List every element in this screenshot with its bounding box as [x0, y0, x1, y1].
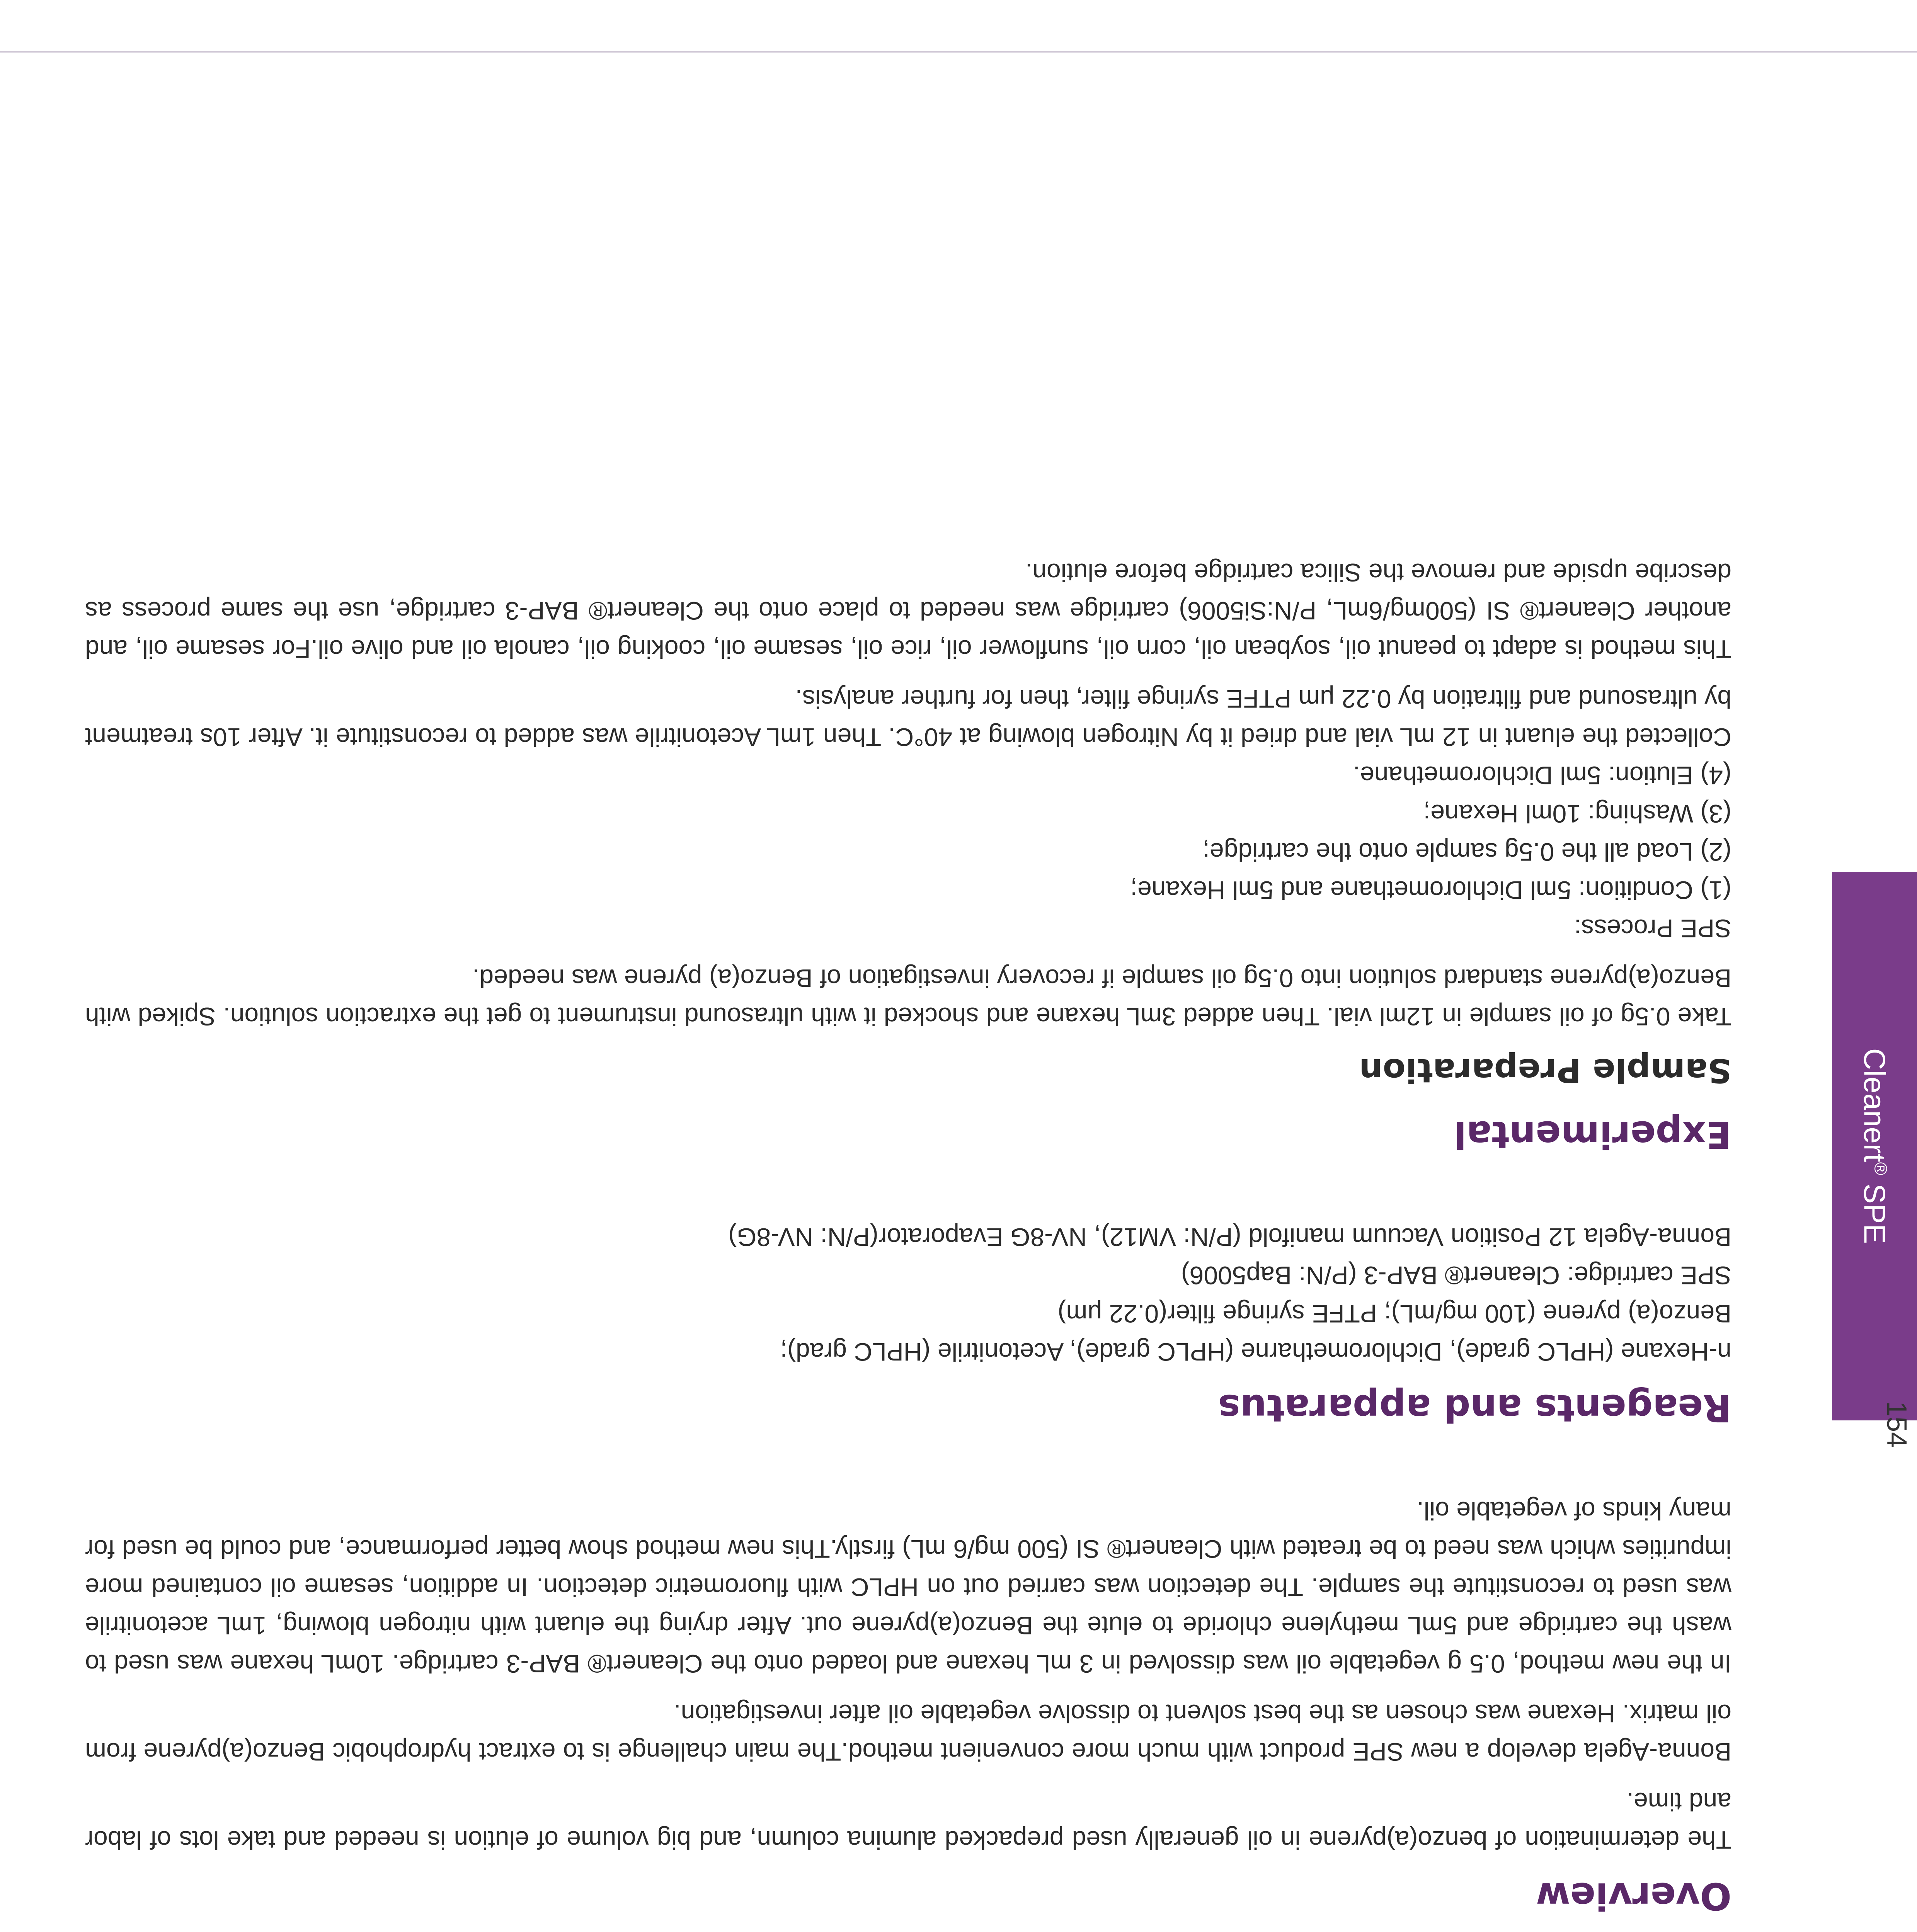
overview-paragraph: Bonna-Agela develop a new SPE product with much more convenient method.The main challenge is to extract hydrophobic Benzo(a)pyrene from oil matrix. Hexane was chosen as the best solvent to dissolve vegetable oil after investigation. [85, 1699, 1731, 1766]
overview-heading: Overview [1536, 1874, 1731, 1918]
reagent-line: SPE cartridge: Cleanert® BAP-3 (P/N: Bap5006) [1181, 1261, 1731, 1290]
sample-preparation-heading: Sample Preparation [1359, 1051, 1731, 1090]
collection-text: Collected the eluant in 12 mL vial and dried it by Nitrogen blowing at 40°C. Then 1mL Acetonitrile was added to reconstitute it. After 10s treatment by ultrasound and filtration by 0.22 μm PTFE syringe filter, then for further analysis. [85, 685, 1731, 752]
experimental-heading: Experimental [1454, 1113, 1731, 1156]
footer-rule [0, 51, 1917, 53]
side-tab-label: Cleanert® SPE [1857, 1048, 1892, 1244]
reagent-line: n-Hexane (HPLC grade), Dichlorometharne (HPLC grade), Acetonitrile (HPLC grad); [780, 1338, 1731, 1366]
applicability-text: This method is adapt to peanut oil, soybean oil, corn oil, sunflower oil, rice oil, sesame oil, cooking oil, canola oil and olive oil.For sesame oil, and another Cleanert® SI (500mg/6mL, P/N:Si5006) cartridge was needed to place onto the Cleanert® BAP-3 cartridge, use the same process as describe upside and remove the Silica cartridge before elution. [85, 558, 1731, 663]
overview-paragraph: The determination of benzo(a)pyrene in oil generally used prepacked alumina column, and big volume of elution is needed and take lots of labor and time. [85, 1787, 1731, 1854]
reagent-line: Benzo(a) pyrene (100 mg/mL); PTFE syringe filter(0.22 μm) [1057, 1299, 1731, 1328]
article-content [85, 542, 1731, 1932]
sample-preparation-text: Take 0.5g of oil sample in 12ml vial. Then added 3mL hexane and shocked it with ultrasound instrument to get the extraction solution. Spiked with Benzo(a)pyrene standard solution into 0.5g oil sample if recovery investigation of Benzo(a) pyrene was needed. [85, 964, 1731, 1031]
spe-step: (4) Elution: 5ml Dichloromethane. [1353, 761, 1731, 790]
reagent-line: Bonna-Agela 12 Position Vacuum manifold (P/N: VM12), NV-8G Evaporator(P/N: NV-8G) [728, 1223, 1731, 1252]
spe-step: (3) Washing: 10ml Hexane; [1423, 799, 1731, 828]
overview-paragraph: In the new method, 0.5 g vegetable oil was dissolved in 3 mL hexane and loaded onto the Cleanert® BAP-3 cartridge. 10mL hexane was used to wash the cartridge and 5mL methylene chloride to elute the Benzo(a)pyrene out. After drying the eluant with nitrogen blowing, 1mL acetonitrile was used to reconstitute the sample. The detection was carried out on HPLC with fluorometric detection. In addition, sesame oil contained more impurities which was need to be treated with Cleanert® SI (500 mg/6 mL) firstly.This new method show better performance, and could be used for many kinds of vegetable oil. [85, 1497, 1731, 1678]
spe-process-label: SPE Process: [1574, 914, 1731, 943]
page-number: 154 [1881, 1401, 1912, 1448]
reagents-heading: Reagents and apparatus [1218, 1386, 1731, 1430]
spe-step: (2) Load all the 0.5g sample onto the cartridge; [1202, 838, 1731, 866]
spe-step: (1) Condition: 5ml Dichloromethane and 5ml Hexane; [1130, 876, 1731, 905]
